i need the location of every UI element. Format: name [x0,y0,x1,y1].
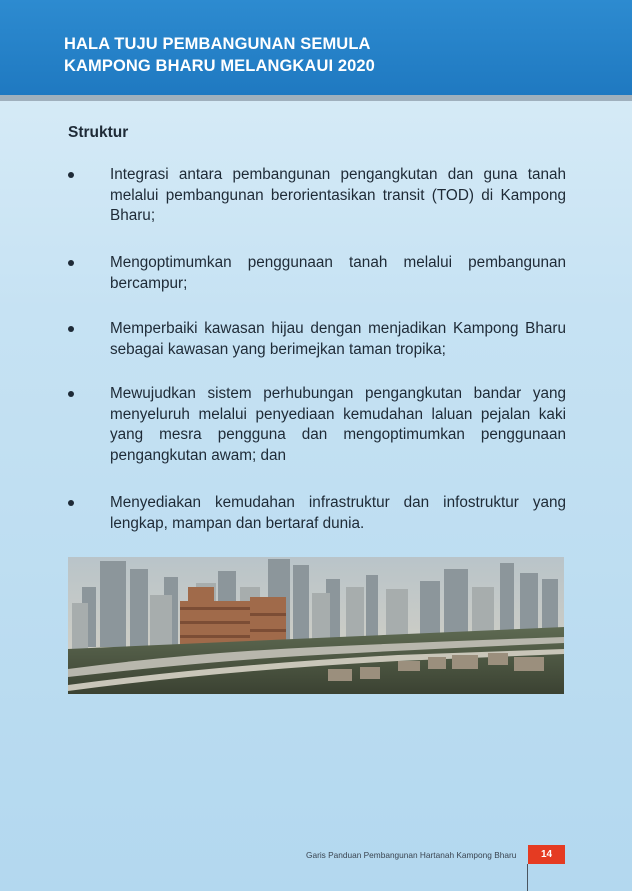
list-item-text: Memperbaiki kawasan hijau dengan menjadikan Kampong Bharu sebagai kawasan yang berimejkan taman tropika; [110,320,566,358]
section-heading: Struktur [68,124,129,141]
bullet-icon [68,172,74,178]
header-divider [0,95,632,101]
list-item-text: Integrasi antara pembangunan pengangkutan dan guna tanah melalui pembangunan berorientasikan transit (TOD) di Kampong Bharu; [110,166,566,224]
title-line-2: KAMPONG BHARU MELANGKAUI 2020 [64,57,375,75]
city-skyline-photo [68,557,564,694]
bullet-icon [68,260,74,266]
footer-document-title: Garis Panduan Pembangunan Hartanah Kampong Bharu [306,850,517,860]
bullet-icon [68,500,74,506]
title-line-1: HALA TUJU PEMBANGUNAN SEMULA [64,35,371,53]
list-item-text: Mengoptimumkan penggunaan tanah melalui pembangunan bercampur; [110,254,566,292]
page-number-badge: 14 [528,845,565,864]
bullet-icon [68,326,74,332]
list-item-text: Mewujudkan sistem perhubungan pengangkutan bandar yang menyeluruh melalui penyediaan kemudahan laluan pejalan kaki yang mesra pengguna dan mengoptimumkan penggunaan pengangkutan awam; dan [110,385,566,464]
page-title [64,33,375,77]
footer-divider [527,864,528,891]
list-item-text: Menyediakan kemudahan infrastruktur dan infostruktur yang lengkap, mampan dan bertaraf dunia. [110,494,566,532]
bullet-icon [68,391,74,397]
